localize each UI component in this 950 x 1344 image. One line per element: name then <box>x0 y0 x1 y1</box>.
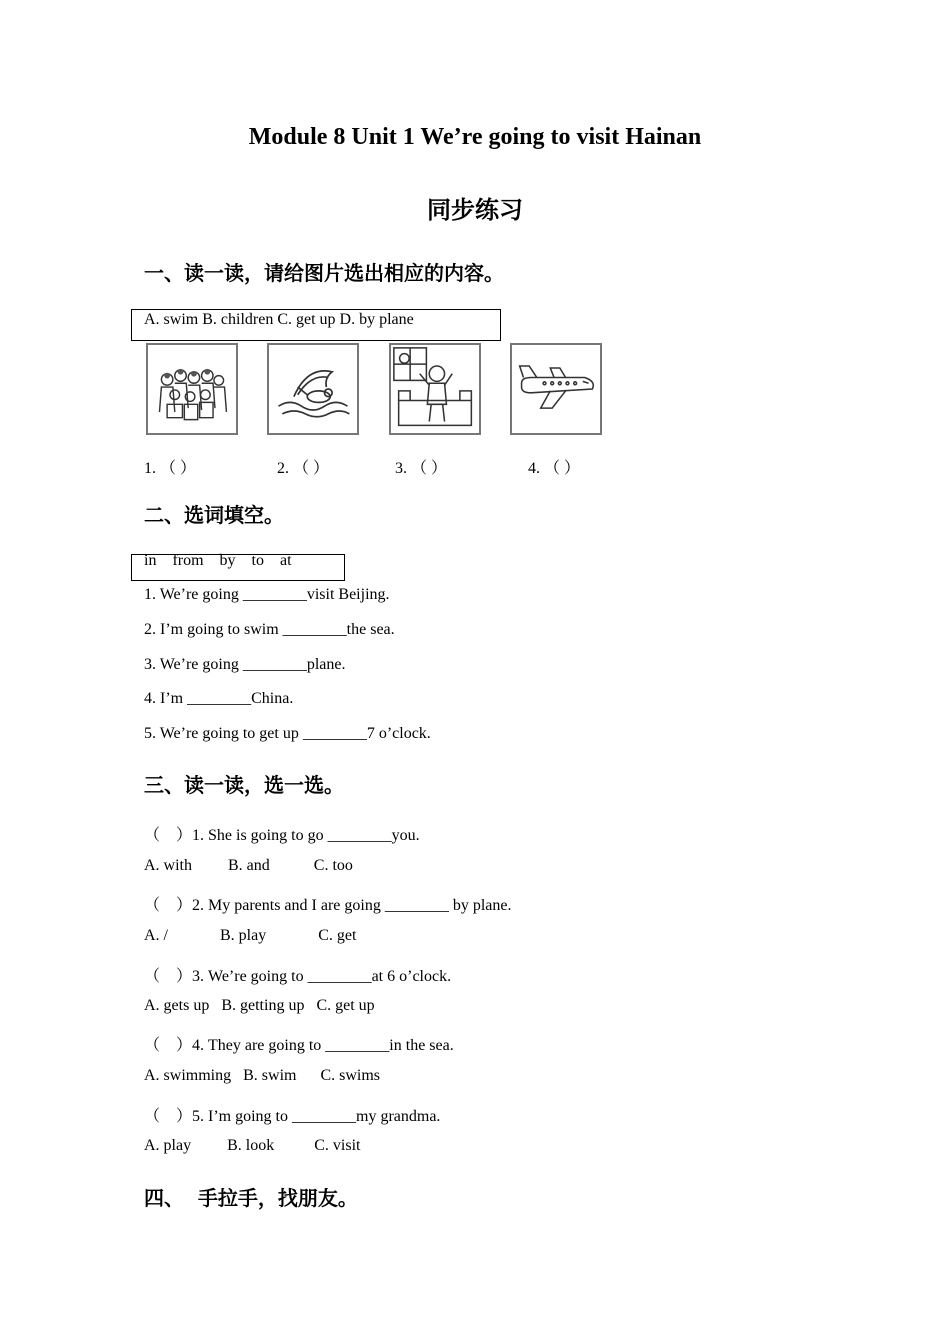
answer-blank-1[interactable]: 1. （ ） <box>144 460 197 477</box>
question-5: （ ）5. I’m going to ________my grandma. <box>144 1108 441 1125</box>
children-icon <box>148 345 236 433</box>
question-2-options: A. / B. play C. get <box>144 927 357 944</box>
question-3-options: A. gets up B. getting up C. get up <box>144 997 375 1014</box>
swim-icon <box>269 345 357 433</box>
fill-item-5: 5. We’re going to get up ________7 o’clock. <box>144 725 431 742</box>
picture-get-up <box>389 343 481 435</box>
wordbox-text: in from by to at <box>144 552 292 569</box>
plane-icon <box>512 345 600 433</box>
fill-item-1: 1. We’re going ________visit Beijing. <box>144 586 390 603</box>
fill-item-3: 3. We’re going ________plane. <box>144 656 346 673</box>
question-4: （ ）4. They are going to ________in the sea. <box>144 1037 454 1054</box>
section2-heading: 二、选词填空。 <box>144 503 284 527</box>
question-4-options: A. swimming B. swim C. swims <box>144 1067 381 1084</box>
picture-plane <box>510 343 602 435</box>
section4-heading: 四、 手拉手，找朋友。 <box>144 1186 358 1210</box>
options-text: A. swim B. children C. get up D. by plane <box>144 311 414 328</box>
fill-item-2: 2. I’m going to swim ________the sea. <box>144 621 395 638</box>
section1-heading: 一、读一读，请给图片选出相应的内容。 <box>144 261 504 285</box>
question-1: （ ）1. She is going to go ________you. <box>144 827 420 844</box>
get-up-icon <box>391 345 479 433</box>
section3-heading: 三、读一读，选一选。 <box>144 773 344 797</box>
question-5-options: A. play B. look C. visit <box>144 1137 361 1154</box>
page-subtitle: 同步练习 <box>427 196 523 224</box>
answer-blank-3[interactable]: 3. （ ） <box>395 460 448 477</box>
answer-blank-4[interactable]: 4. （ ） <box>528 460 581 477</box>
question-1-options: A. with B. and C. too <box>144 857 353 874</box>
page-title: Module 8 Unit 1 We’re going to visit Hainan <box>248 124 702 150</box>
fill-item-4: 4. I’m ________China. <box>144 690 294 707</box>
picture-swim <box>267 343 359 435</box>
answer-blank-2[interactable]: 2. （ ） <box>277 460 330 477</box>
picture-children <box>146 343 238 435</box>
question-3: （ ）3. We’re going to ________at 6 o’clock. <box>144 968 452 985</box>
question-2: （ ）2. My parents and I are going ________ by plane. <box>144 897 512 914</box>
